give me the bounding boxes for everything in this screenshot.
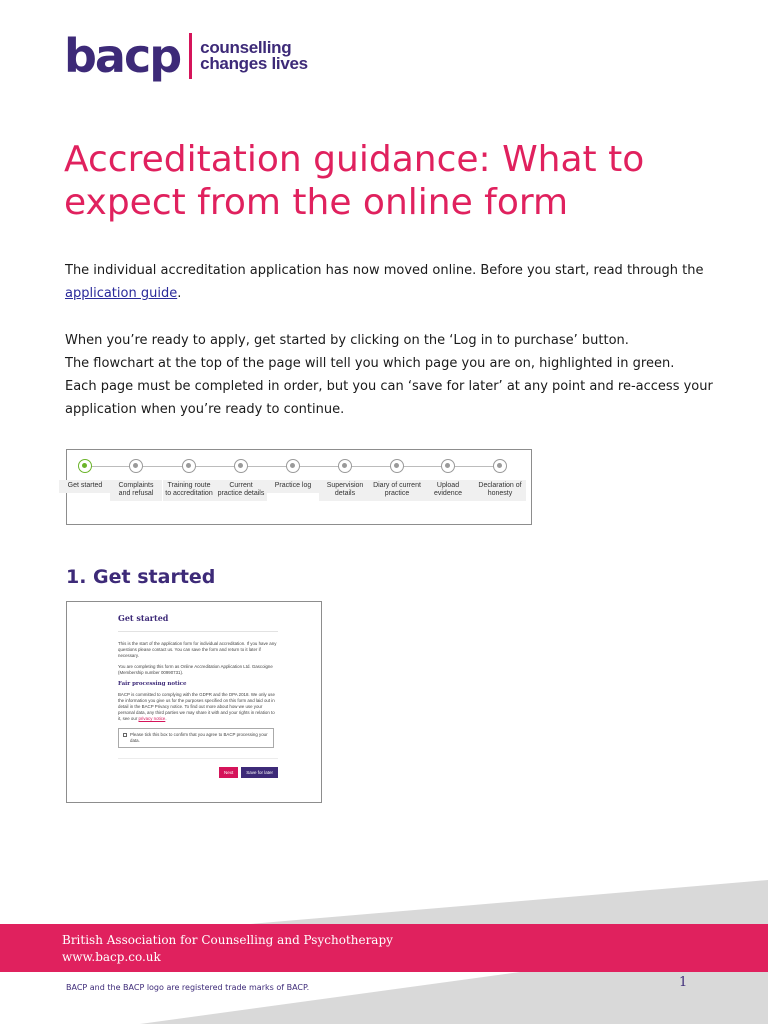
tagline-line-2: changes lives xyxy=(200,54,308,73)
next-button: Next xyxy=(219,767,238,778)
flow-step xyxy=(474,459,526,501)
step-marker-icon xyxy=(338,459,352,473)
step-label: Declaration of honesty xyxy=(474,480,526,501)
step-marker-icon xyxy=(182,459,196,473)
step-label: Complaints and refusal xyxy=(110,480,162,501)
flow-step xyxy=(319,459,371,501)
application-guide-link[interactable]: application guide xyxy=(65,286,178,301)
instructions xyxy=(65,329,715,421)
logo-divider xyxy=(189,33,192,79)
intro-paragraph xyxy=(65,259,715,305)
bacp-logo xyxy=(64,30,308,82)
page-number: 1 xyxy=(679,975,688,990)
form-divider xyxy=(118,631,278,632)
form-paragraph: This is the start of the application form for individual accreditation. If you have any questions please contact us. You can save the form and return to it later if necessary. xyxy=(118,641,277,658)
step-marker-icon xyxy=(441,459,455,473)
step-label: Diary of current practice xyxy=(371,480,423,501)
footer-website: www.bacp.co.uk xyxy=(62,950,161,964)
save-for-later-button: Save for later xyxy=(241,767,278,778)
instruction-line: When you’re ready to apply, get started by clicking on the ‘Log in to purchase’ button. xyxy=(65,333,629,348)
flow-step xyxy=(59,459,111,493)
flow-step xyxy=(422,459,474,501)
checkbox-icon xyxy=(123,733,127,737)
step-marker-icon xyxy=(129,459,143,473)
logo-wordmark: bacp xyxy=(64,29,181,83)
get-started-form-screenshot xyxy=(66,601,322,803)
page-title: Accreditation guidance: What to expect from the online form xyxy=(64,139,645,223)
intro-text: The individual accreditation application has now moved online. Before you start, read through the xyxy=(65,263,704,278)
instruction-line: The flowchart at the top of the page will tell you which page you are on, highlighted in green. xyxy=(65,356,675,371)
tagline-line-1: counselling xyxy=(200,38,292,57)
section-heading-get-started: 1. Get started xyxy=(66,566,216,588)
step-label: Upload evidence xyxy=(422,480,474,501)
step-label: Current practice details xyxy=(215,480,267,501)
flow-step xyxy=(163,459,215,501)
consent-checkbox-row xyxy=(118,728,274,748)
trademark-notice: BACP and the BACP logo are registered trade marks of BACP. xyxy=(66,983,310,992)
flow-step xyxy=(371,459,423,501)
form-content xyxy=(118,610,278,778)
consent-checkbox-label: Please tick this box to confirm that you agree to BACP processing your data. xyxy=(130,732,268,743)
privacy-text-end: . xyxy=(165,716,167,721)
footer-organisation: British Association for Counselling and Psychotherapy xyxy=(62,933,393,947)
flow-step xyxy=(110,459,162,501)
intro-text-end: . xyxy=(177,286,182,301)
form-title: Get started xyxy=(118,613,169,623)
logo-tagline xyxy=(200,40,308,72)
flow-step xyxy=(267,459,319,493)
step-label: Training route to accreditation xyxy=(163,480,215,501)
grey-wedge-top xyxy=(250,880,768,924)
form-paragraph xyxy=(118,692,278,722)
step-marker-icon xyxy=(286,459,300,473)
flow-step xyxy=(215,459,267,501)
step-marker-icon xyxy=(493,459,507,473)
step-label: Supervision details xyxy=(319,480,371,501)
step-label: Practice log xyxy=(267,480,319,493)
privacy-notice-link: privacy notice xyxy=(138,716,166,721)
step-label: Get started xyxy=(59,480,111,493)
form-subheading: Fair processing notice xyxy=(118,681,187,687)
instruction-line: Each page must be completed in order, but you can ‘save for later’ at any point and re-access your application when you’re ready to continue. xyxy=(65,379,713,417)
step-marker-icon xyxy=(78,459,92,473)
step-marker-icon xyxy=(234,459,248,473)
progress-flowchart xyxy=(66,449,532,525)
privacy-text: BACP is committed to complying with the GDPR and the DPA 2018. We only use the information you give us for the purposes specified on this form and laid out in detail in the BACP Privacy notice. To find out more about how we use your personal data, any third parties we may share it with and your rights in relation to it, see our xyxy=(118,692,275,721)
step-marker-icon xyxy=(390,459,404,473)
form-paragraph: You are completing this form as Online Accreditation Application Ltd. Gascoigne (Membership number 00990731). xyxy=(118,664,273,675)
form-actions xyxy=(118,758,278,778)
